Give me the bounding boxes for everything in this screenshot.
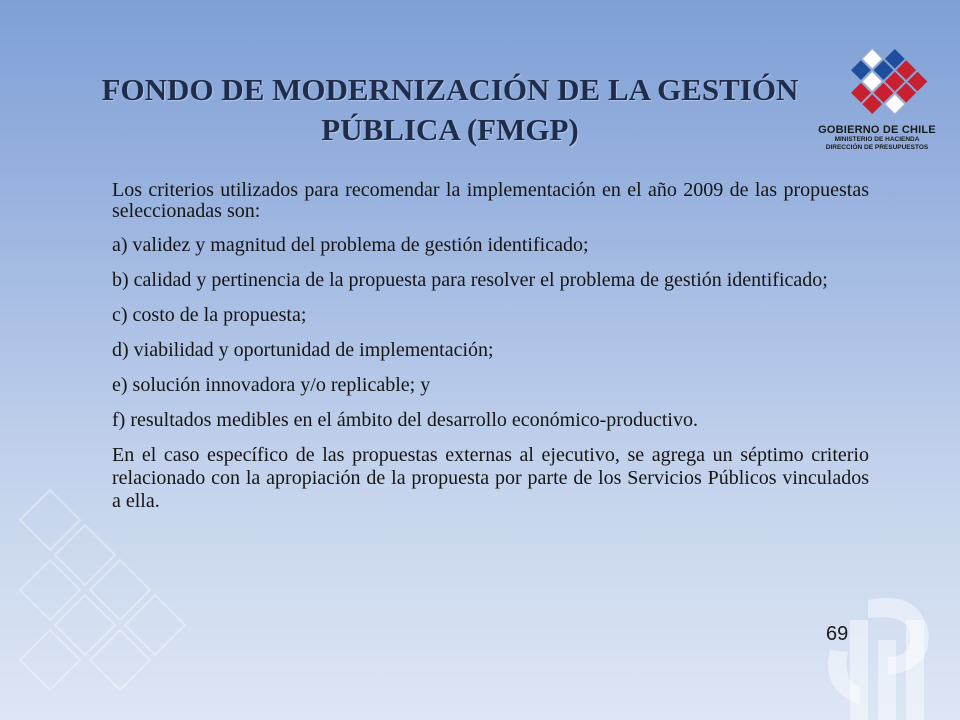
logo-line-2: MINISTERIO DE HACIENDA (834, 136, 920, 143)
criterion-d: d) viabilidad y oportunidad de implementación; (112, 339, 494, 361)
page-number: 69 (826, 623, 849, 645)
criterion-c: c) costo de la propuesta; (112, 304, 307, 326)
criterion-f: f) resultados medibles en el ámbito del desarrollo económico-productivo. (112, 409, 698, 431)
slide-title (70, 70, 830, 150)
slide-body (112, 180, 869, 525)
title-line-1: FONDO DE MODERNIZACIÓN DE LA GESTIÓN (101, 72, 799, 107)
criterion-e: e) solución innovadora y/o replicable; y (112, 374, 431, 396)
logo-line-1: GOBIERNO DE CHILE (818, 124, 936, 136)
logo-caption (818, 124, 936, 152)
criterion-a: a) validez y magnitud del problema de gestión identificado; (112, 234, 589, 256)
logo-line-3: DIRECCIÓN DE PRESUPUESTOS (825, 144, 929, 151)
criterion-b: b) calidad y pertinencia de la propuesta para resolver el problema de gestión identificado; (112, 269, 828, 291)
paragraph-external: En el caso específico de las propuestas externas al ejecutivo, se agrega un séptimo criterio relacionado con la apropiación de la propuesta por parte de los Servicios Públicos vinculados a ella. (112, 444, 869, 512)
title-line-2: PÚBLICA (FMGP) (321, 112, 579, 147)
paragraph-intro: Los criterios utilizados para recomendar la implementación en el año 2009 de las propuestas seleccionadas son: (112, 179, 869, 222)
